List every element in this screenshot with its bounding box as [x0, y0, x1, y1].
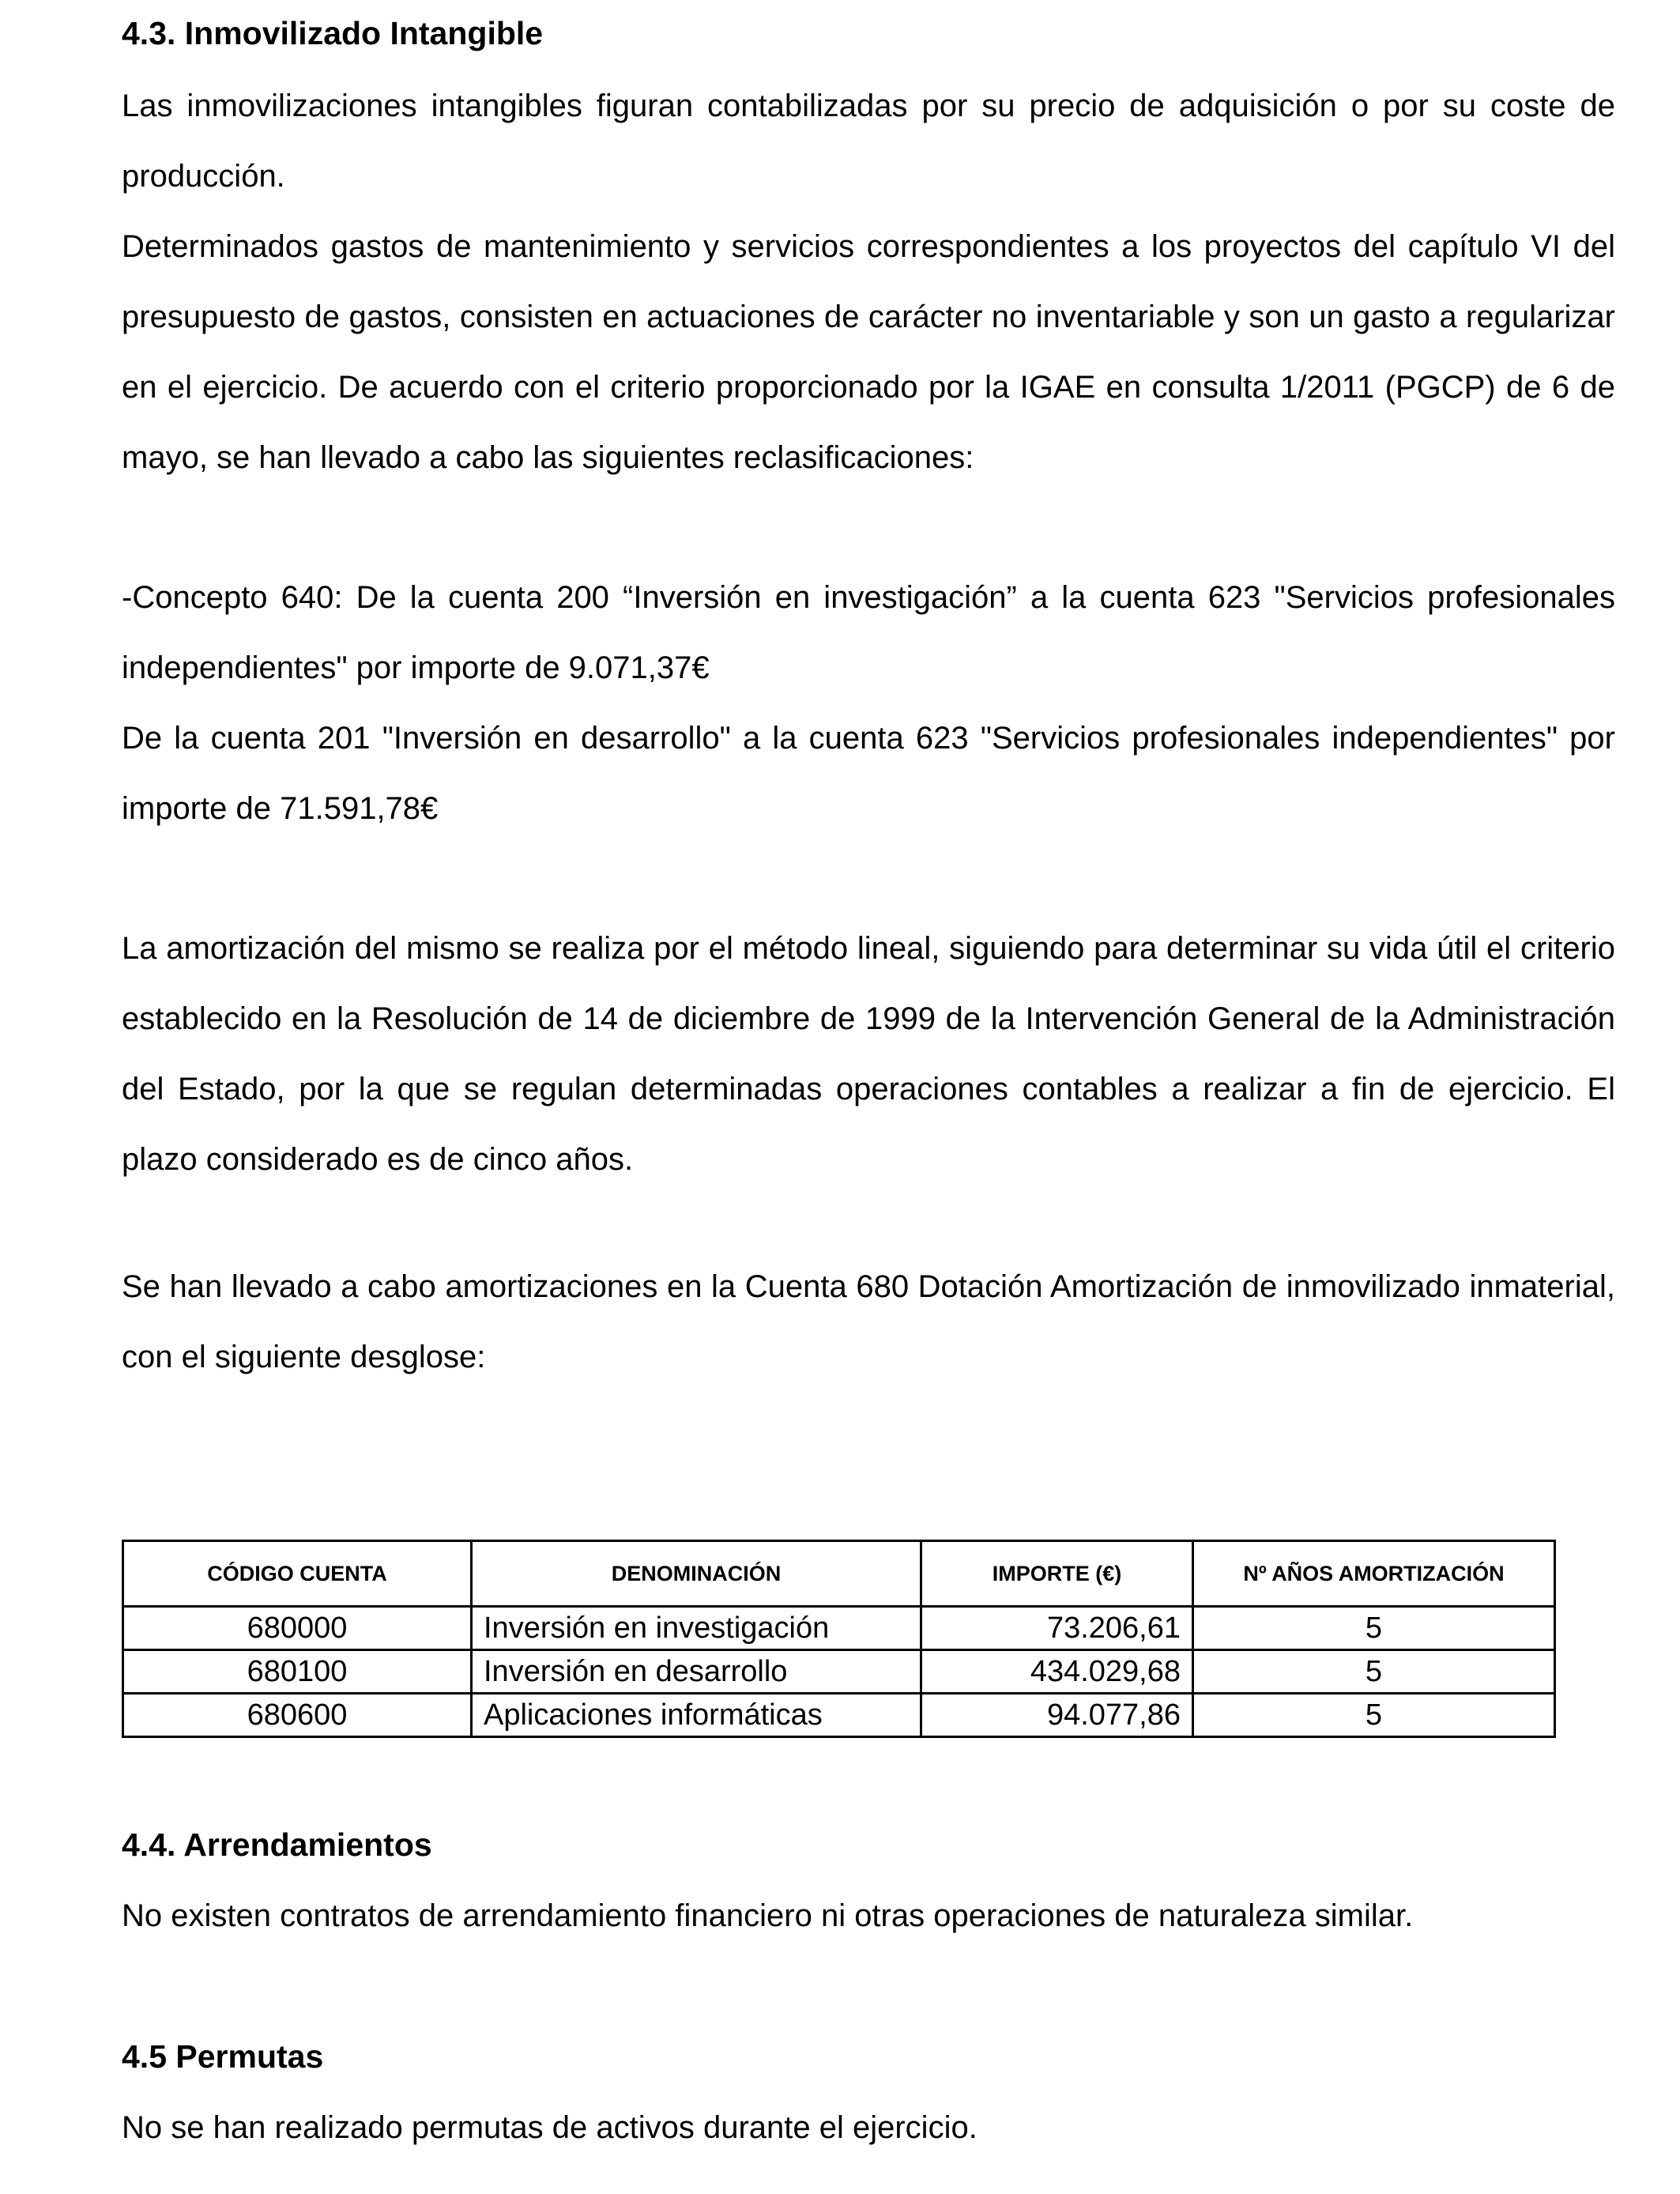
cell-amount: 434.029,68: [921, 1650, 1193, 1694]
paragraph-leases: No existen contratos de arrendamiento financiero ni otras operaciones de naturaleza similar.: [122, 1898, 1414, 1933]
column-header-amount: IMPORTE (€): [921, 1541, 1193, 1607]
paragraph-amortization-breakdown: Se han llevado a cabo amortizaciones en la Cuenta 680 Dotación Amortización de inmovilizado inmaterial, con el siguiente desglose:: [122, 1269, 1615, 1374]
paragraph-concept-640: -Concepto 640: De la cuenta 200 “Inversión en investigación” a la cuenta 623 "Servicios profesionales independientes" por importe de 9.071,37€: [122, 580, 1615, 685]
table-header-row: [123, 1541, 1555, 1607]
table-row: [123, 1650, 1555, 1694]
cell-code: 680000: [123, 1607, 472, 1650]
cell-code: 680100: [123, 1650, 472, 1694]
amortization-table: [122, 1540, 1556, 1738]
paragraph-swaps: No se han realizado permutas de activos durante el ejercicio.: [122, 2110, 977, 2145]
table-row: [123, 1607, 1555, 1650]
cell-code: 680600: [123, 1694, 472, 1737]
cell-years: 5: [1193, 1694, 1555, 1737]
column-header-name: DENOMINACIÓN: [472, 1541, 921, 1607]
column-header-code: CÓDIGO CUENTA: [123, 1541, 472, 1607]
section-title-permutas: 4.5 Permutas: [122, 2038, 324, 2075]
cell-years: 5: [1193, 1650, 1555, 1694]
paragraph-amortization-method: La amortización del mismo se realiza por el método lineal, siguiendo para determinar su vida útil el criterio establecido en la Resolución de 14 de diciembre de 1999 de la Intervención General de la Administración del Estado, por la que se regulan determinadas operaciones contables a realizar a fin de ejercicio. El plazo considerado es de cinco años.: [122, 931, 1615, 1177]
paragraph-account-201: De la cuenta 201 "Inversión en desarrollo" a la cuenta 623 "Servicios profesionales independientes" por importe de 71.591,78€: [122, 721, 1615, 826]
cell-name: Inversión en desarrollo: [472, 1650, 921, 1694]
column-header-years: Nº AÑOS AMORTIZACIÓN: [1193, 1541, 1555, 1607]
cell-name: Aplicaciones informáticas: [472, 1694, 921, 1737]
cell-amount: 73.206,61: [921, 1607, 1193, 1650]
section-title-inmovilizado-intangible: 4.3. Inmovilizado Intangible: [122, 15, 544, 51]
cell-name: Inversión en investigación: [472, 1607, 921, 1650]
cell-years: 5: [1193, 1607, 1555, 1650]
paragraph-reclassification-intro: Determinados gastos de mantenimiento y servicios correspondientes a los proyectos del capítulo VI del presupuesto de gastos, consisten en actuaciones de carácter no inventariable y son un gasto a regularizar en el ejercicio. De acuerdo con el criterio proporcionado por la IGAE en consulta 1/2011 (PGCP) de 6 de mayo, se han llevado a cabo las siguientes reclasificaciones:: [122, 229, 1615, 475]
section-title-arrendamientos: 4.4. Arrendamientos: [122, 1826, 432, 1863]
cell-amount: 94.077,86: [921, 1694, 1193, 1737]
table-row: [123, 1694, 1555, 1737]
paragraph-valuation: Las inmovilizaciones intangibles figuran contabilizadas por su precio de adquisición o por su coste de producción.: [122, 89, 1615, 194]
